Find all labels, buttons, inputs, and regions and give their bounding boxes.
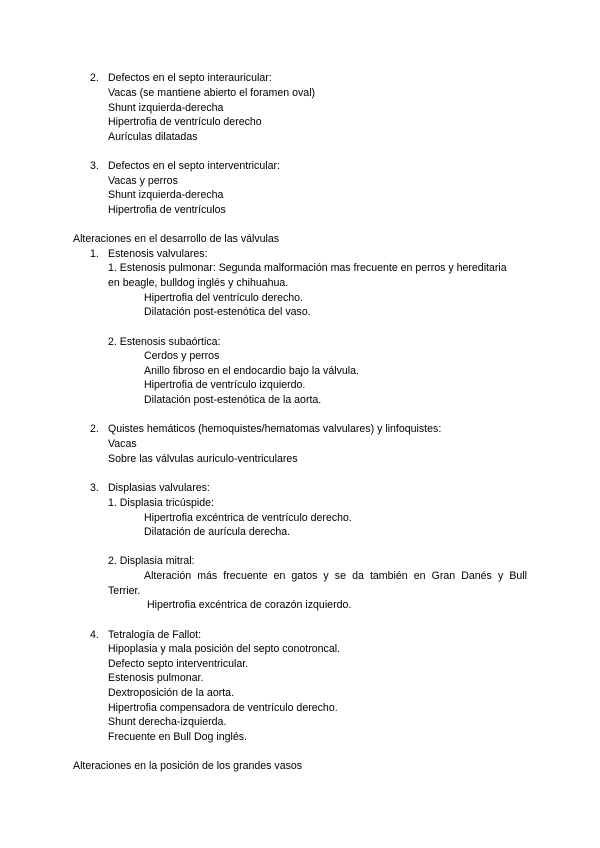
list-line: Aurículas dilatadas [108, 131, 198, 143]
list-line: Hipertrofia compensadora de ventrículo derecho. [108, 702, 338, 714]
sub-item-title: 2. Estenosis subaórtica: [108, 336, 221, 348]
detail-line: Hipertrofia de ventrículo izquierdo. [144, 379, 306, 391]
item-title: Quistes hemáticos (hemoquistes/hematomas valvulares) y linfoquistes: [108, 423, 442, 435]
list-line: Hipertrofia de ventrículos [108, 204, 226, 216]
list-line: Vacas [108, 438, 137, 450]
list-line: Vacas (se mantiene abierto el foramen oval) [108, 87, 316, 99]
section-heading: Alteraciones en el desarrollo de las válvulas [73, 233, 280, 245]
list-line: Sobre las válvulas auriculo-ventriculares [108, 453, 298, 465]
section-title: Defectos en el septo interventricular: [108, 160, 280, 172]
sub-item-line: 1. Estenosis pulmonar: Segunda malformación mas frecuente en perros y hereditaria [108, 262, 507, 274]
list-number: 3. [90, 160, 99, 172]
detail-line: Hipertrofia excéntrica de corazón izquierdo. [147, 599, 352, 611]
list-line: Vacas y perros [108, 175, 178, 187]
section-title: Defectos en el septo interauricular: [108, 72, 272, 84]
list-number: 2. [90, 72, 99, 84]
list-line: Shunt derecha-izquierda. [108, 716, 227, 728]
detail-line: Terrier. [108, 585, 141, 597]
list-line: Dextroposición de la aorta. [108, 687, 235, 699]
detail-line: Cerdos y perros [144, 350, 220, 362]
section-heading: Alteraciones en la posición de los grandes vasos [73, 760, 303, 772]
detail-line: Dilatación de aurícula derecha. [144, 526, 291, 538]
list-line: Hipertrofia de ventrículo derecho [108, 116, 262, 128]
list-line: Defecto septo interventricular. [108, 658, 249, 670]
list-number: 3. [90, 482, 99, 494]
list-number: 2. [90, 423, 99, 435]
list-line: Shunt izquierda-derecha [108, 102, 224, 114]
item-title: Displasias valvulares: [108, 482, 210, 494]
list-line: Hipoplasia y mala posición del septo conotroncal. [108, 643, 341, 655]
detail-line: Hipertrofia excéntrica de ventrículo derecho. [144, 512, 352, 524]
detail-line: Anillo fibroso en el endocardio bajo la válvula. [144, 365, 359, 377]
list-line: Estenosis pulmonar. [108, 672, 204, 684]
item-title: Tetralogía de Fallot: [108, 629, 202, 641]
detail-line: Dilatación post-estenótica de la aorta. [144, 394, 322, 406]
list-number: 1. [90, 248, 99, 260]
list-line: Frecuente en Bull Dog inglés. [108, 731, 247, 743]
list-line: Shunt izquierda-derecha [108, 189, 224, 201]
sub-item-line: en beagle, bulldog inglés y chihuahua. [108, 277, 289, 289]
sub-item-title: 1. Displasia tricúspide: [108, 497, 214, 509]
item-title: Estenosis valvulares: [108, 248, 208, 260]
detail-line-justified: Alteración más frecuente en gatos y se da también en Gran Danés y Bull [144, 570, 527, 582]
list-number: 4. [90, 629, 99, 641]
sub-item-title: 2. Displasia mitral: [108, 555, 195, 567]
detail-line: Hipertrofia del ventrículo derecho. [144, 292, 303, 304]
detail-line: Dilatación post-estenótica del vaso. [144, 306, 311, 318]
